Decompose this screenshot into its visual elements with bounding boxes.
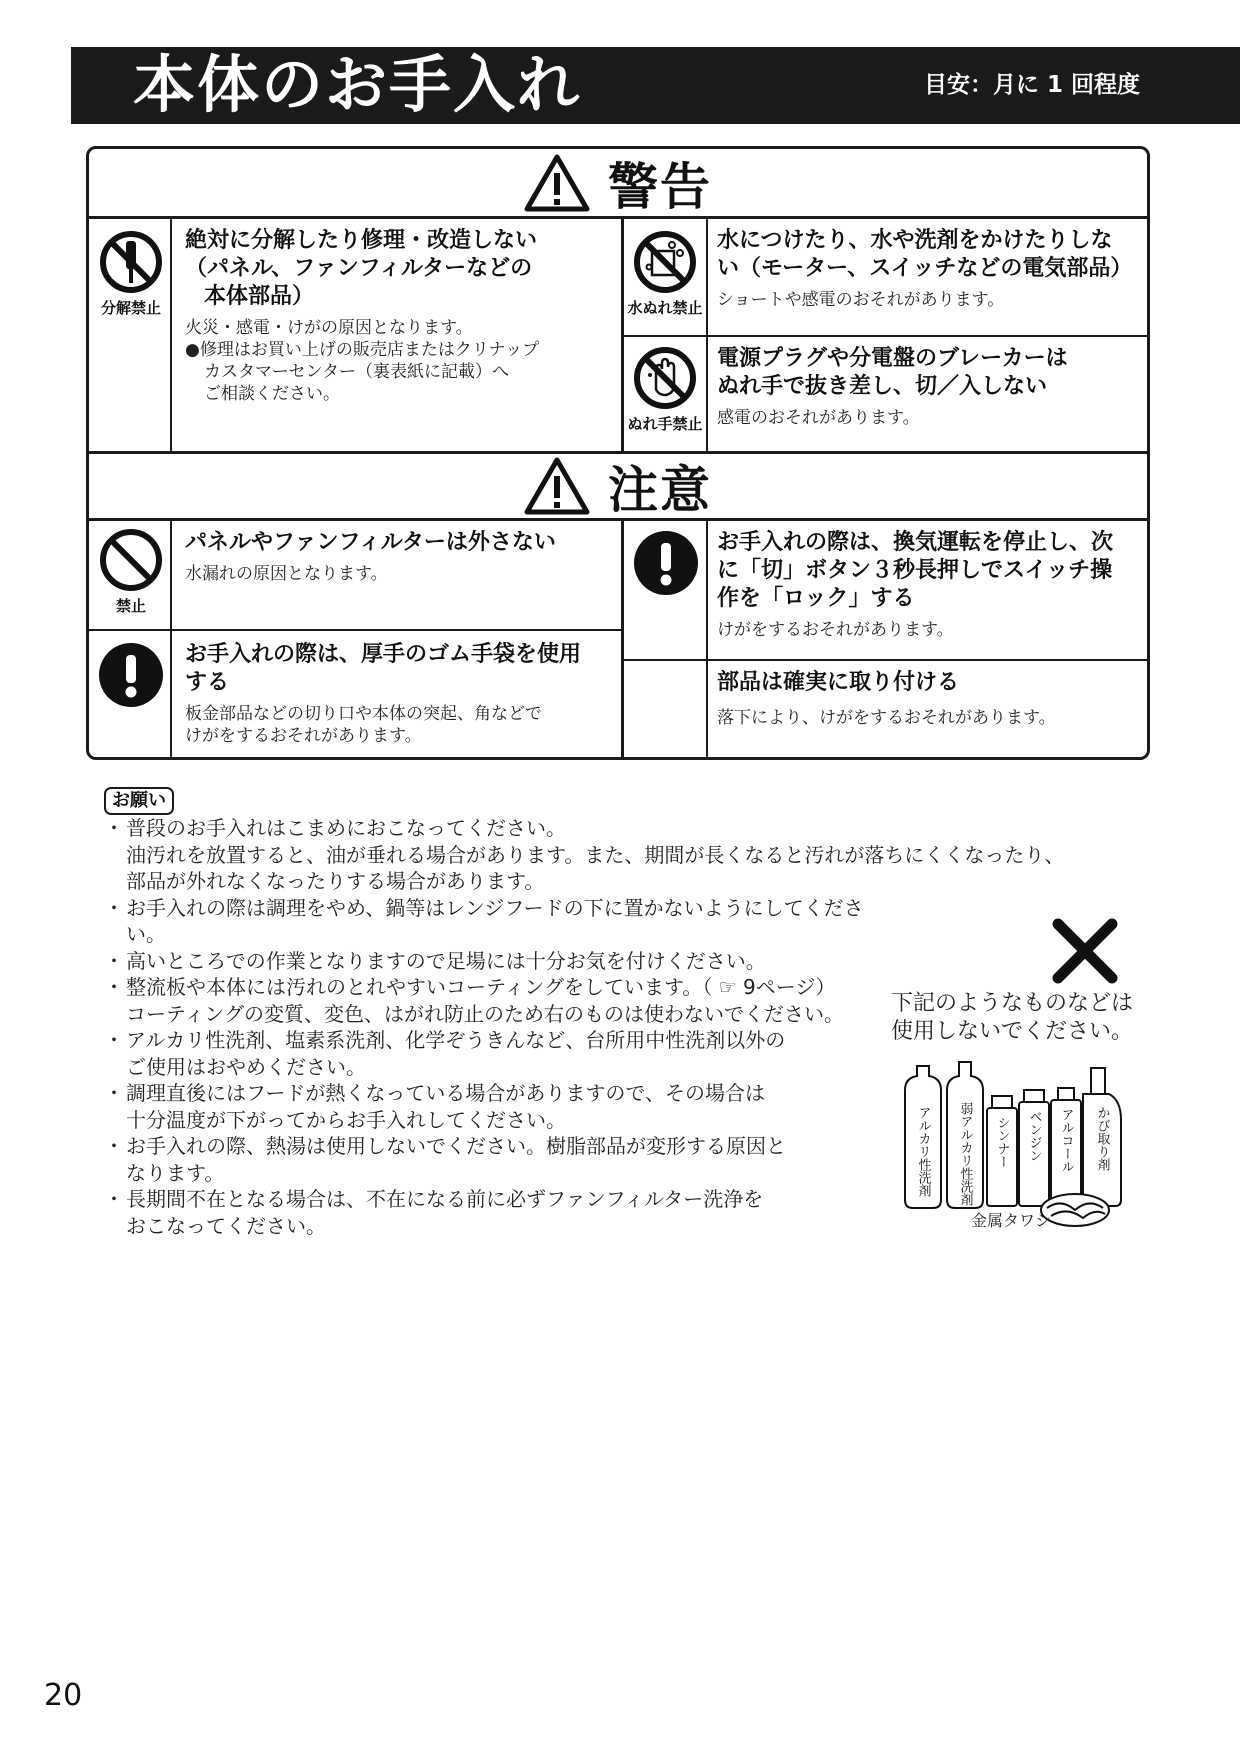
divider	[170, 521, 172, 760]
divider	[623, 659, 1150, 661]
bottle-label: アルカリ性洗剤	[915, 1106, 931, 1197]
warning-header	[89, 149, 1147, 219]
page-number: 20	[44, 1678, 83, 1713]
bottle-label: シンナー	[994, 1116, 1010, 1168]
list-item: ・ 整流板や本体には汚れのとれやすいコーティングをしています。（ ☞ 9ページ） コーティングの変質、変色、はがれ防止のため右のものは使わないでください。	[108, 974, 888, 1027]
no-water-icon	[624, 229, 706, 317]
warning-item-wet-hands: 電源プラグや分電盤のブレーカーは ぬれ手で抜き差し、切／入しない 感電のおそれがあります。	[717, 346, 1068, 428]
spray-head	[1091, 1068, 1105, 1094]
prohibited-icon	[93, 527, 169, 615]
can-cap	[992, 1096, 1012, 1108]
list-item: ・ お手入れの際は調理をやめ、鍋等はレンジフードの下に置かないようにしてください。	[108, 895, 888, 948]
caution-item-attach: 部品は確実に取り付ける 落下により、けがをするおそれがあります。	[717, 670, 1056, 728]
can-cap	[1024, 1090, 1044, 1102]
bottle-label: かび取り剤	[1094, 1106, 1110, 1171]
prohibited-cleaners-illustration	[895, 1050, 1135, 1230]
divider	[89, 629, 622, 631]
caution-triangle-icon	[524, 457, 590, 515]
caution-header	[89, 451, 1147, 521]
caution-item-lock: お手入れの際は、換気運転を停止し、次 に「切」ボタン３秒長押しでスイッチ操 作を「ロック」する けがをするおそれがあります。	[717, 530, 1114, 640]
list-item: ・ 普段のお手入れはこまめにおこなってください。 油汚れを放置すると、油が垂れる場合があります。また、期間が長くなると汚れが落ちにくくなったり、 部品が外れなくなったりする場合があります。	[108, 815, 888, 895]
illustration-caption: 下記のようなものなどは 使用しないでください。	[891, 991, 1134, 1044]
requests-label: お願い	[104, 787, 174, 815]
no-disassembly-icon	[93, 229, 169, 317]
bottle-label: 弱アルカリ性洗剤	[957, 1102, 973, 1206]
caution-item-remove: パネルやファンフィルターは外さない 水漏れの原因となります。	[185, 530, 556, 584]
icon-caption: ぬれ手禁止	[627, 415, 703, 433]
caution-label: 注意	[608, 461, 712, 519]
caution-item-gloves: お手入れの際は、厚手のゴム手袋を使用 する 板金部品などの切り口や本体の突起、角などで けがをするおそれがあります。	[185, 642, 582, 746]
bottle-cap	[1058, 1088, 1074, 1100]
page-header	[71, 47, 1240, 124]
divider	[621, 521, 624, 760]
divider	[623, 335, 1150, 337]
page-title: 本体のお手入れ	[133, 48, 582, 121]
list-item: ・ 長期間不在となる場合は、不在になる前に必ずファンフィルター洗浄を おこなってください。	[108, 1186, 888, 1239]
x-mark-icon	[1052, 918, 1118, 984]
safety-box	[86, 146, 1150, 760]
mandatory-icon	[95, 641, 167, 713]
frequency-note: 目安：月に 1 回程度	[923, 72, 1140, 98]
list-item: ・ お手入れの際、熱湯は使用しないでください。樹脂部品が変形する原因と なります。	[108, 1133, 888, 1186]
list-item: ・ 調理直後にはフードが熱くなっている場合がありますので、その場合は 十分温度が下がってからお手入れしてください。	[108, 1080, 888, 1133]
bottle-label: ベンジン	[1026, 1110, 1042, 1162]
bottle-label: アルコール	[1058, 1108, 1074, 1173]
icon-caption: 禁止	[115, 597, 146, 615]
no-wet-hands-icon	[624, 345, 706, 433]
warning-item-water: 水につけたり、水や洗剤をかけたりしな い（モーター、スイッチなどの電気部品） ショートや感電のおそれがあります。	[717, 228, 1133, 310]
scrubber-label: 金属タワシ	[971, 1211, 1052, 1230]
divider	[706, 521, 708, 760]
warning-label: 警告	[608, 157, 712, 216]
warning-triangle-icon	[524, 154, 590, 212]
icon-caption: 水ぬれ禁止	[627, 299, 703, 317]
icon-caption: 分解禁止	[100, 299, 161, 317]
mandatory-icon	[630, 529, 702, 601]
divider	[170, 219, 172, 451]
list-item: ・ 高いところでの作業となりますので足場には十分お気を付けください。	[108, 948, 888, 975]
list-item: ・ アルカリ性洗剤、塩素系洗剤、化学ぞうきんなど、台所用中性洗剤以外の ご使用はおやめください。	[108, 1027, 888, 1080]
warning-item-disassembly: 絶対に分解したり修理・改造しない （パネル、ファンフィルターなどの 本体部品） 火災・感電・けがの原因となります。 ●修理はお買い上げの販売店またはクリナップ カスタマーセンター（裏表紙に記載）へ ご相談ください。	[185, 228, 540, 404]
